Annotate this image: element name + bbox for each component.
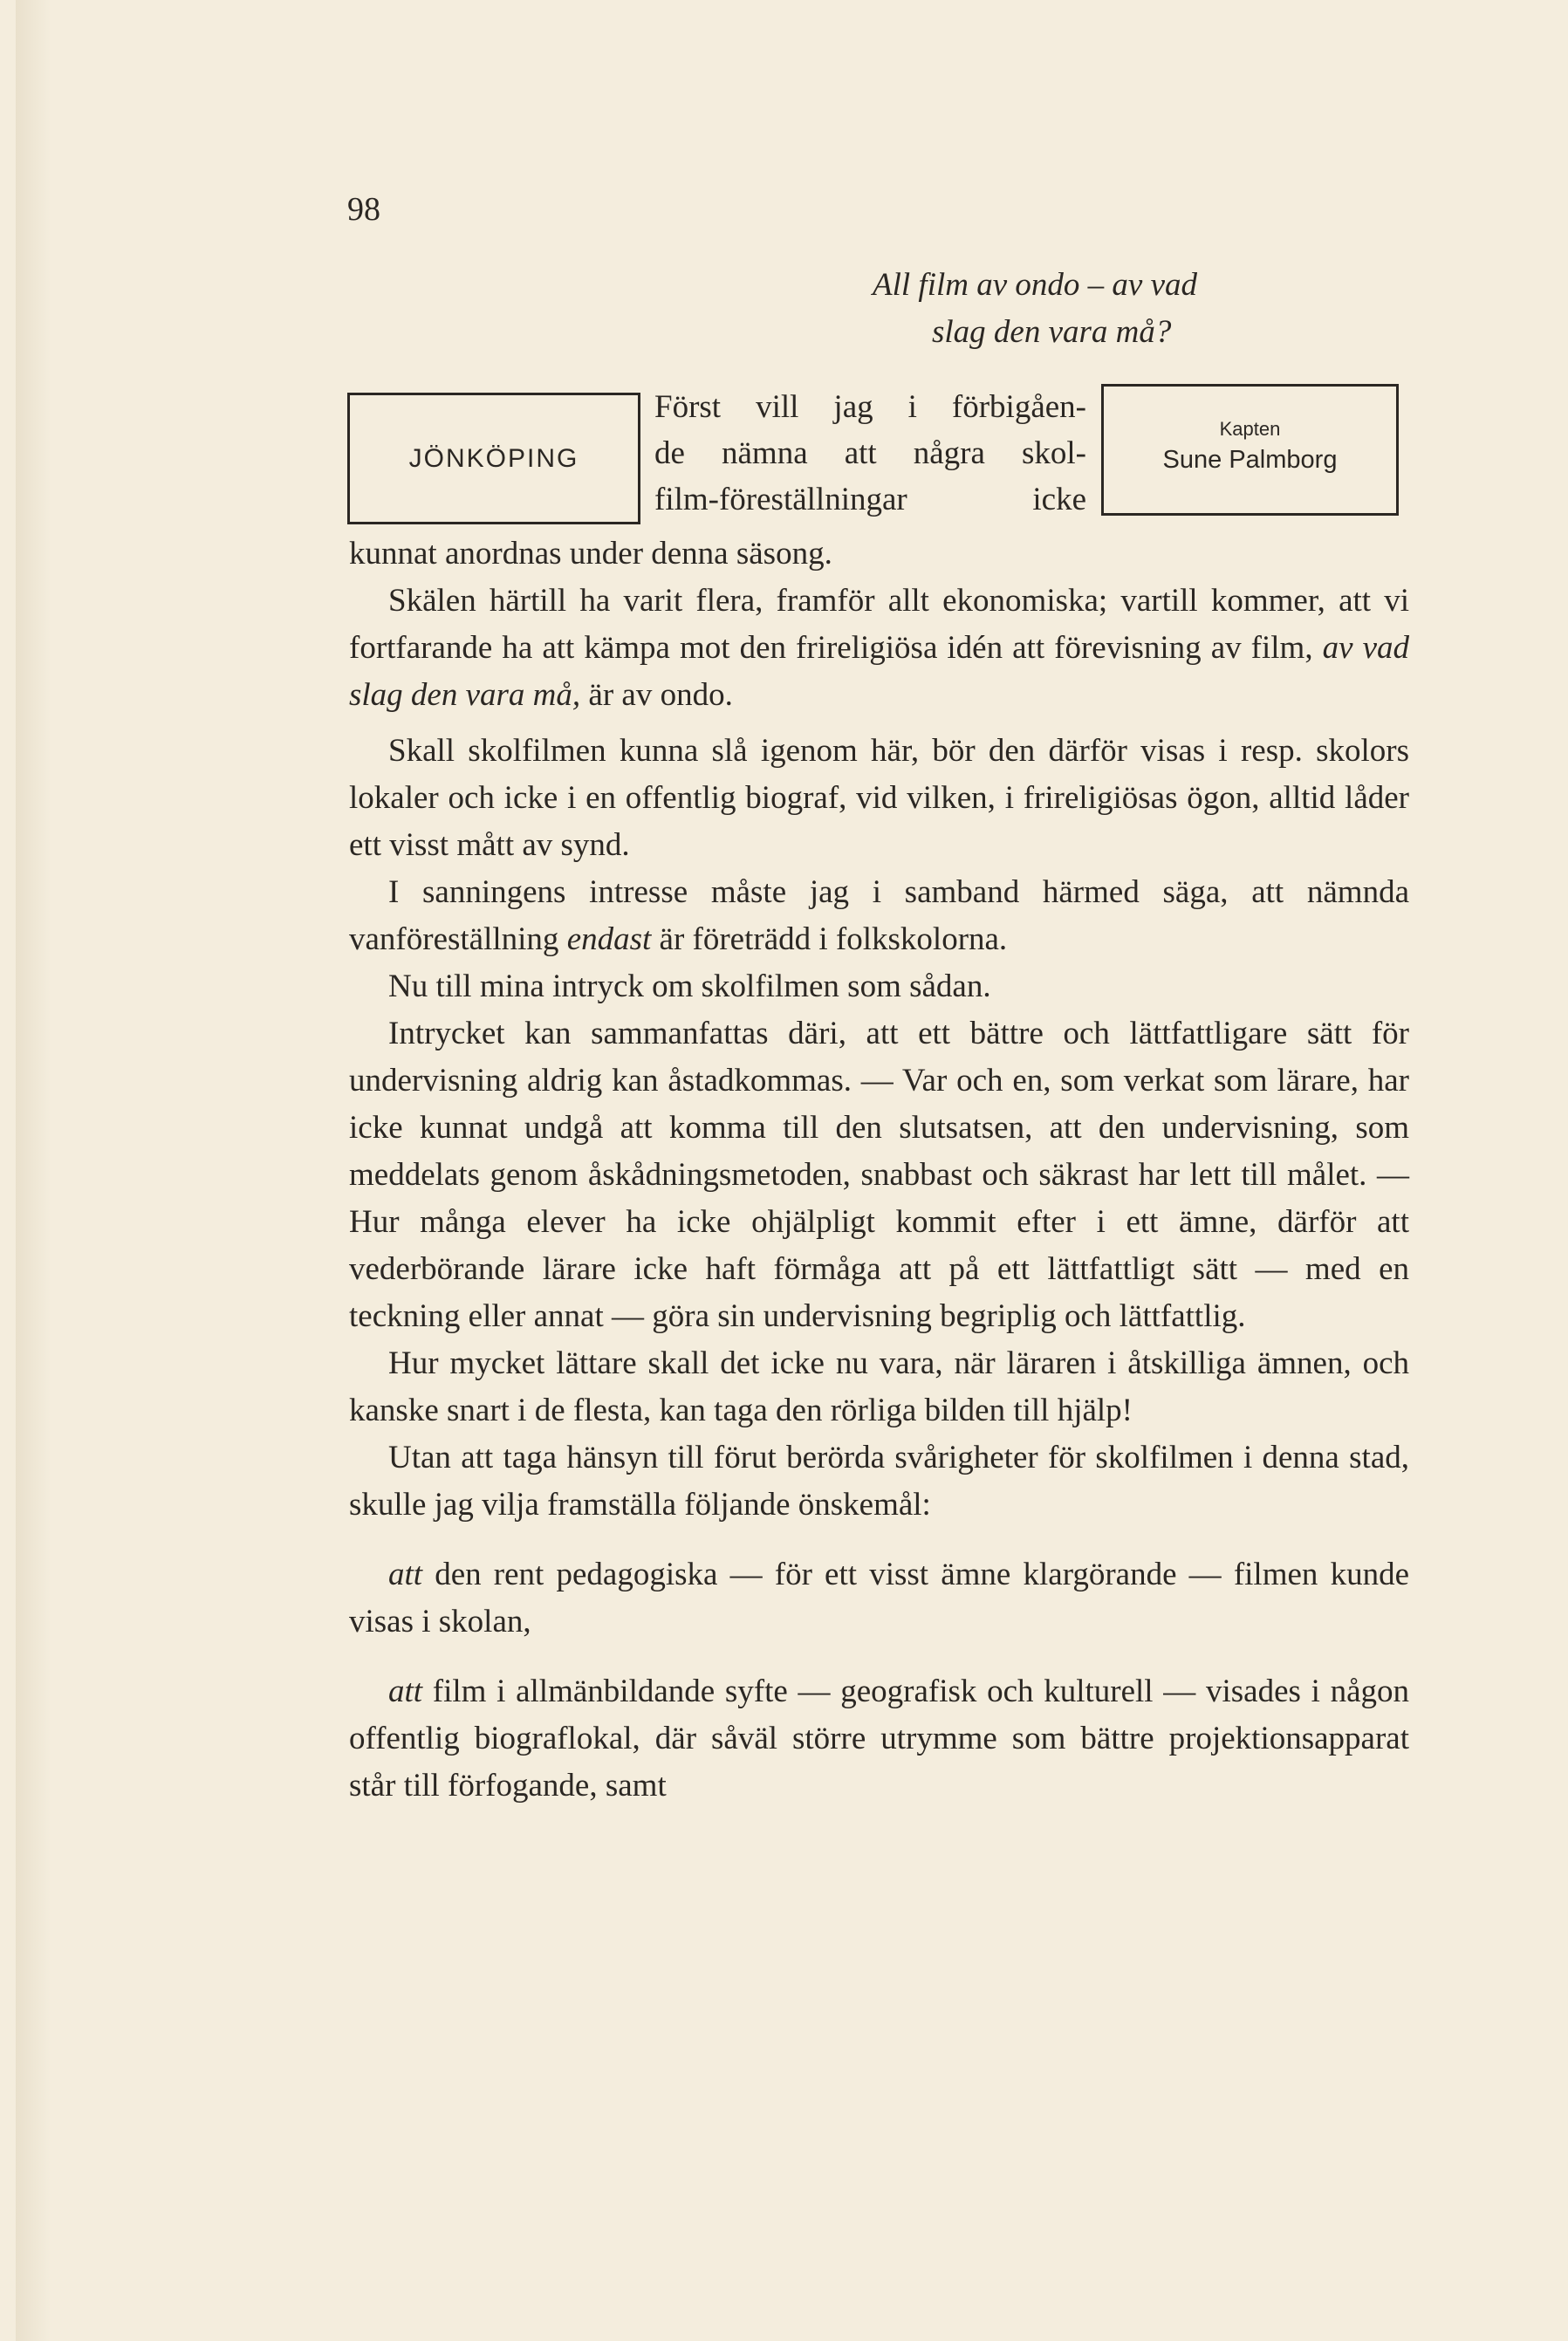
paragraph-1 [349,530,1409,578]
paragraph-10 [349,1668,1409,1810]
epigraph-line-2: slag den vara må? [932,314,1172,350]
epigraph [873,262,1431,356]
intro-line-1: Först vill jag i förbigåen- [654,389,1086,425]
paragraph-1-text: kunnat anordnas under denna säsong. [349,536,832,572]
paragraph-9-text: den rent pedagogiska — för ett visst ämne klargörande — filmen kunde visas i skolan, [349,1557,1409,1639]
intro-line-3: film-föreställningar icke [654,482,1086,517]
author-box [1101,384,1399,516]
paragraph-8 [349,1434,1409,1529]
article-body [349,530,1409,1810]
paragraph-4-emphasis: endast [566,921,652,957]
paragraph-5-text: Nu till mina intryck om skolfilmen som sådan. [388,969,991,1004]
paragraph-9-emphasis: att [388,1557,423,1592]
paragraph-3 [349,728,1409,869]
paragraph-4-text-c: är företrädd i folkskolorna. [651,921,1008,957]
paragraph-5 [349,963,1409,1010]
paragraph-3-text: Skall skolfilmen kunna slå igenom här, bör den därför visas i resp. skolors lokaler och icke i en offentlig biograf, vid vilken, i frireligiösas ögon, alltid låder ett visst mått av synd. [349,733,1409,863]
page-number: 98 [347,191,380,228]
paragraph-2-emphasis: av vad slag den vara må, [349,630,1409,713]
intro-text [654,384,1086,523]
paragraph-4-text-a: I sanningens intresse måste jag i samband härmed säga, att nämnda vanföreställning [349,874,1409,957]
intro-line-2: de nämna att några skol- [654,435,1086,471]
paragraph-2-text-a: Skälen härtill ha varit flera, framför allt ekonomiska; vartill kommer, att vi fortfarande ha att kämpa mot den frireligiösa idén att förevisning av film, [349,583,1409,666]
location-label: JÖNKÖPING [408,444,579,473]
paragraph-2-text-c: är av ondo. [580,677,733,713]
paragraph-4 [349,869,1409,963]
epigraph-line-1: All film av ondo – av vad [873,267,1197,303]
author-name: Sune Palmborg [1162,446,1338,474]
paragraph-9 [349,1551,1409,1646]
author-title: Kapten [1219,418,1281,440]
paragraph-10-emphasis: att [388,1674,423,1709]
paragraph-10-text: film i allmänbildande syfte — geografisk och kulturell — visades i någon offentlig biograflokal, där såväl större utrymme som bättre projektionsapparat står till förfogande, samt [349,1674,1409,1804]
page-edge [16,0,51,2341]
location-box [347,393,640,524]
paragraph-7 [349,1340,1409,1434]
paragraph-7-text: Hur mycket lättare skall det icke nu vara, när läraren i åtskilliga ämnen, och kanske snart i de flesta, kan taga den rörliga bilden till hjälp! [349,1345,1409,1428]
paragraph-8-text: Utan att taga hänsyn till förut berörda svårigheter för skolfilmen i denna stad, skulle jag vilja framställa följande önskemål: [349,1440,1409,1523]
paragraph-2 [349,578,1409,719]
paragraph-6-text: Intrycket kan sammanfattas däri, att ett bättre och lättfattligare sätt för undervisning aldrig kan åstadkommas. — Var och en, som verkat som lärare, har icke kunnat undgå att komma till den slutsatsen, att den undervisning, som meddelats genom åskådningsmetoden, snabbast och säkrast har lett till målet. — Hur många elever ha icke ohjälpligt kommit efter i ett ämne, därför att vederbörande lärare icke haft förmåga att på ett lättfattligt sätt — med en teckning eller annat — göra sin undervisning begriplig och lättfattlig. [349,1016,1409,1334]
paragraph-6 [349,1010,1409,1340]
